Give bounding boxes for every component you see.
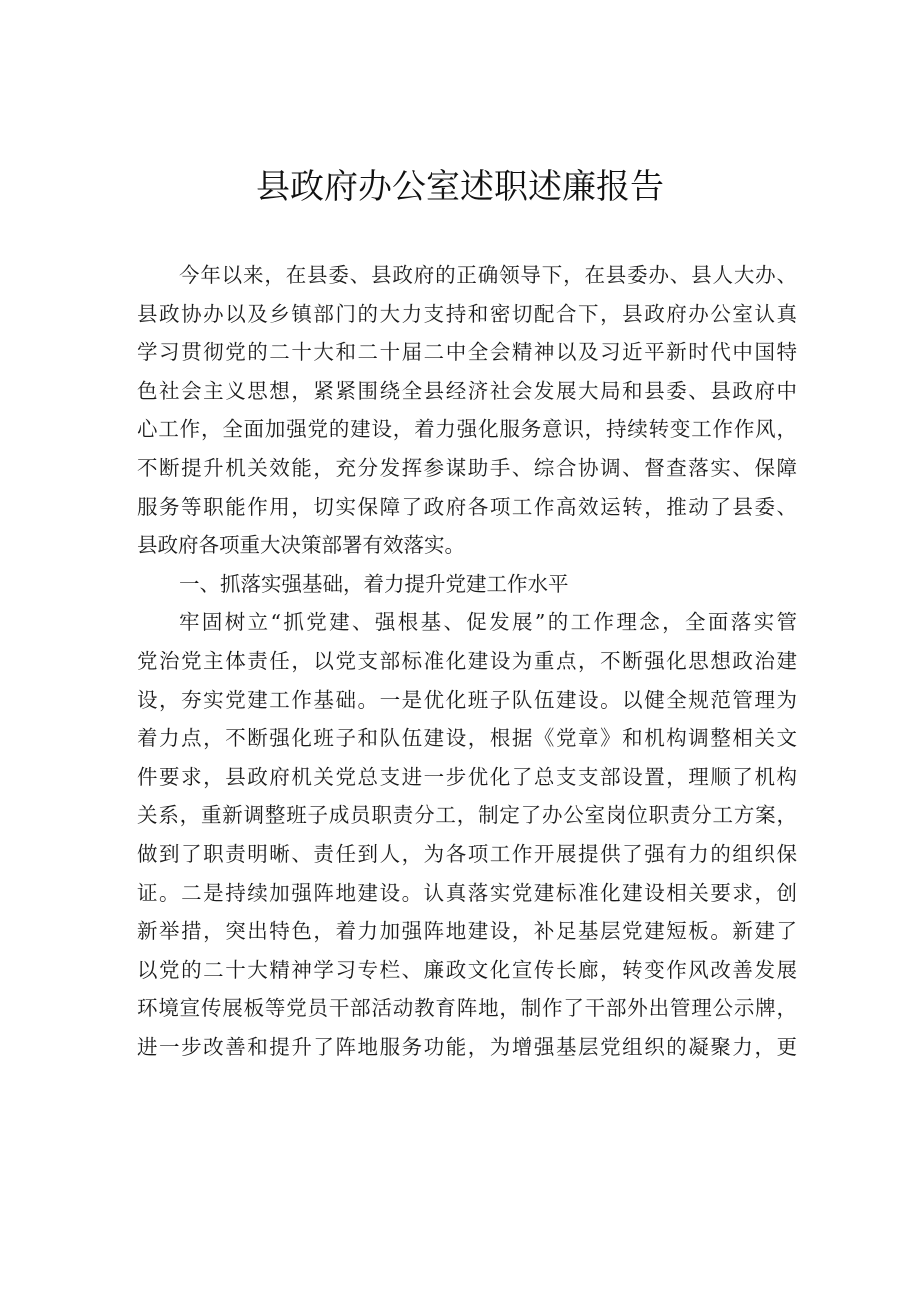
intro-line-8: 县政府各项重大决策部署有效落实。 [137, 533, 465, 558]
section-1-line-4: 着力点，不断强化班子和队伍建设，根据《党章》和机构调整相关文 [137, 726, 797, 751]
section-1-line-12: 进一步改善和提升了阵地服务功能，为增强基层党组织的凝聚力，更 [137, 1034, 797, 1059]
section-1-line-10: 以党的二十大精神学习专栏、廉政文化宣传长廊，转变作风改善发展 [137, 957, 797, 982]
intro-line-1: 今年以来，在县委、县政府的正确领导下，在县委办、县人大办、 [179, 263, 797, 287]
intro-line-5: 心工作，全面加强党的建设，着力强化服务意识，持续转变工作作风， [137, 417, 797, 442]
section-heading-1: 一、抓落实强基础，着力提升党建工作水平 [179, 571, 569, 596]
intro-line-7: 服务等职能作用，切实保障了政府各项工作高效运转，推动了县委、 [137, 494, 797, 519]
section-1-line-9: 新举措，突出特色，着力加强阵地建设，补足基层党建短板。新建了 [137, 919, 797, 944]
document-body [137, 256, 797, 1066]
section-1-line-3: 设，夯实党建工作基础。一是优化班子队伍建设。以健全规范管理为 [137, 687, 797, 712]
intro-line-3: 学习贯彻党的二十大和二十届二中全会精神以及习近平新时代中国特 [137, 340, 797, 365]
section-1-line-11: 环境宣传展板等党员干部活动教育阵地，制作了干部外出管理公示牌， [137, 996, 797, 1021]
section-1-line-2: 党治党主体责任，以党支部标准化建设为重点，不断强化思想政治建 [137, 648, 797, 673]
document-title: 县政府办公室述职述廉报告 [256, 167, 664, 207]
intro-line-2: 县政协办以及乡镇部门的大力支持和密切配合下，县政府办公室认真 [137, 301, 797, 326]
section-1-line-1: 牢固树立“抓党建、强根基、促发展”的工作理念，全面落实管 [179, 610, 797, 635]
section-1-line-6: 关系，重新调整班子成员职责分工，制定了办公室岗位职责分工方案， [137, 803, 797, 828]
intro-line-4: 色社会主义思想，紧紧围绕全县经济社会发展大局和县委、县政府中 [137, 378, 797, 403]
section-1-line-7: 做到了职责明晰、责任到人，为各项工作开展提供了强有力的组织保 [137, 841, 797, 866]
section-1-line-5: 件要求，县政府机关党总支进一步优化了总支支部设置，理顺了机构 [137, 764, 797, 789]
intro-line-6: 不断提升机关效能，充分发挥参谋助手、综合协调、督查落实、保障 [137, 455, 797, 480]
section-1-line-8: 证。二是持续加强阵地建设。认真落实党建标准化建设相关要求，创 [137, 880, 797, 905]
